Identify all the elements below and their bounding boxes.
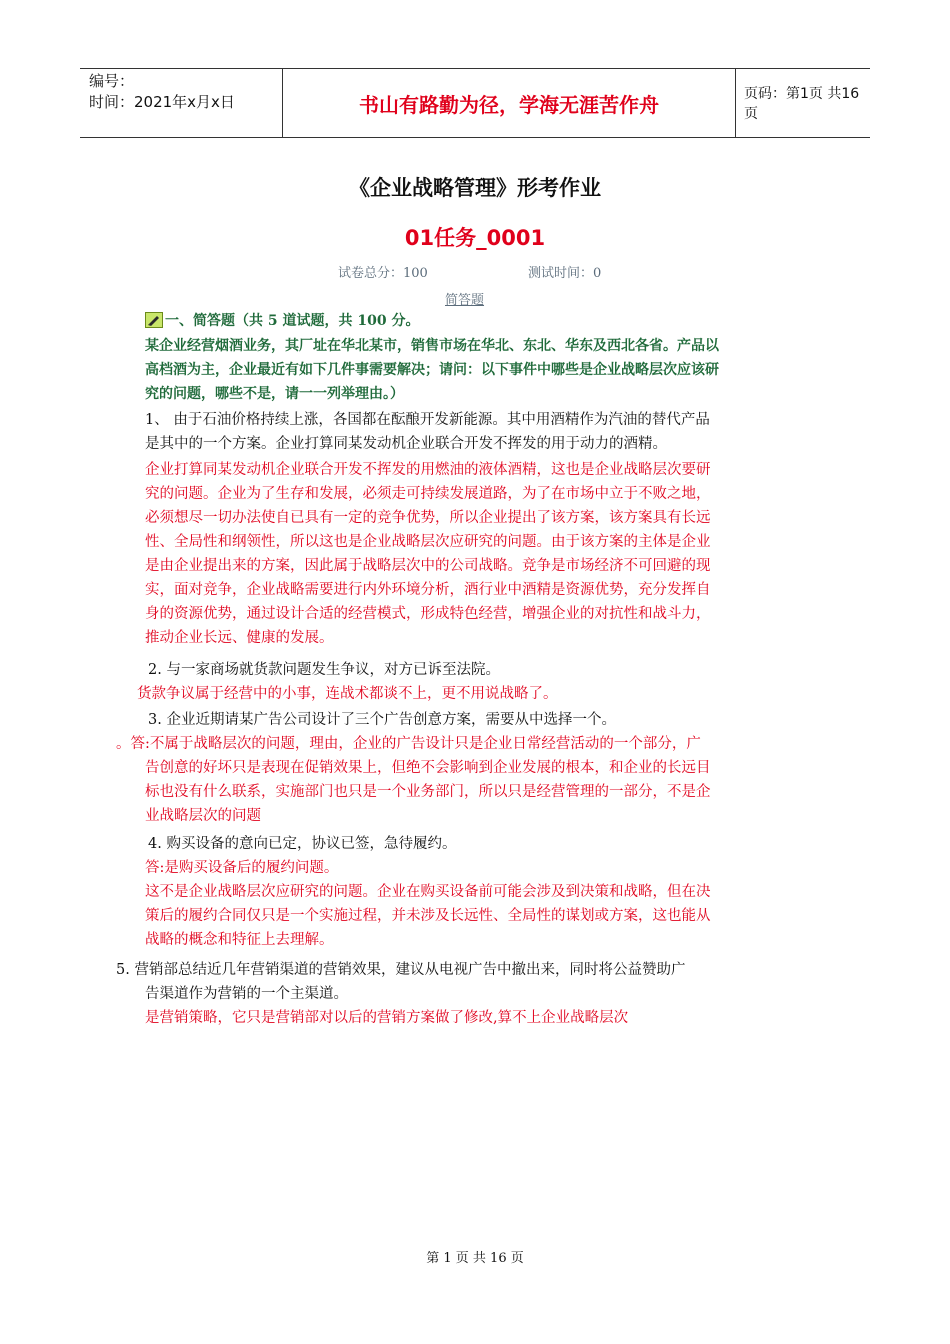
answer-line: 必须想尽一切办法使自已具有一定的竞争优势，所以企业提出了该方案，该方案具有长远 (145, 510, 711, 526)
total-score: 试卷总分：100 (338, 266, 428, 281)
header-info (89, 71, 279, 113)
answer-line: 性、全局性和纲领性，所以这也是企业战略层次应研究的问题。由于该方案的主体是企业 (145, 534, 711, 550)
answer-line: 标也没有什么联系，实施部门也只是一个业务部门，所以只是经营管理的一部分，不是企 (145, 784, 711, 800)
test-time: 测试时间：0 (528, 266, 602, 281)
intro-line: 高档酒为主，企业最近有如下几件事需要解决；请问：以下事件中哪些是企业战略层次应该研 (145, 362, 719, 378)
page-header (80, 68, 870, 138)
question-4: 4. 购买设备的意向已定，协议已签，急待履约。 (148, 836, 457, 852)
answer-line: 是由企业提出来的方案，因此属于战略层次中的公司战略。竞争是市场经济不可回避的现 (145, 558, 711, 574)
pen-edit-icon (145, 312, 163, 328)
question-2: 2. 与一家商场就货款问题发生争议，对方已诉至法院。 (148, 662, 500, 678)
question-line: 5. 营销部总结近几年营销渠道的营销效果，建议从电视广告中撤出来，同时将公益赞助广 (116, 962, 686, 978)
question-1 (145, 408, 710, 456)
answer-3 (116, 732, 711, 828)
answer-1 (145, 458, 711, 650)
answer-line: 。答:不属于战略层次的问题，理由，企业的广告设计只是企业日常经营活动的一个部分，广 (116, 736, 701, 752)
intro-line: 某企业经营烟酒业务，其厂址在华北某市，销售市场在华北、东北、华东及西北各省。产品以 (145, 338, 719, 354)
answer-line: 企业打算同某发动机企业联合开发不挥发的用燃油的液体酒精，这也是企业战略层次要研 (145, 462, 711, 478)
document-title: 《企业战略管理》形考作业 (349, 176, 601, 200)
answer-line: 推动企业长远、健康的发展。 (145, 630, 334, 646)
header-number: 编号： (89, 72, 135, 90)
page-footer: 第 1 页 共 16 页 (426, 1251, 524, 1266)
answer-line: 身的资源优势，通过设计合适的经营模式，形成特色经营，增强企业的对抗性和战斗力， (145, 606, 711, 622)
answer-line: 究的问题。企业为了生存和发展，必须走可持续发展道路，为了在市场中立于不败之地， (145, 486, 711, 502)
intro-text (145, 334, 719, 406)
question-section-label: 一、简答题（共 5 道试题，共 100 分。 (165, 313, 420, 329)
answer-line: 这不是企业战略层次应研究的问题。企业在购买设备前可能会涉及到决策和战略，但在决 (145, 884, 711, 900)
intro-line: 究的问题，哪些不是，请一一列举理由。） (145, 386, 404, 402)
answer-5: 是营销策略，它只是营销部对以后的营销方案做了修改,算不上企业战略层次 (145, 1010, 629, 1026)
answer-line: 策后的履约合同仅只是一个实施过程，并未涉及长远性、全局性的谋划或方案，这也能从 (145, 908, 711, 924)
answer-line: 实，面对竞争，企业战略需要进行内外环境分析，酒行业中酒精是资源优势，充分发挥自 (145, 582, 711, 598)
answer-line: 业战略层次的问题 (145, 808, 261, 824)
question-line: 告渠道作为营销的一个主渠道。 (145, 986, 348, 1002)
question-line: 是其中的一个方案。企业打算同某发动机企业联合开发不挥发的用于动力的酒精。 (145, 436, 667, 452)
answer-line: 告创意的好坏只是表现在促销效果上，但绝不会影响到企业发展的根本，和企业的长远目 (145, 760, 711, 776)
answer-line: 战略的概念和特征上去理解。 (145, 932, 334, 948)
answer-2: 货款争议属于经营中的小事，连战术都谈不上，更不用说战略了。 (137, 686, 558, 702)
header-time: 时间：2021年x月x日 (89, 93, 235, 111)
question-line: 1、 由于石油价格持续上涨，各国都在酝酿开发新能源。其中用酒精作为汽油的替代产品 (145, 412, 710, 428)
answer-4 (145, 856, 711, 952)
section-link-short-answer[interactable]: 简答题 (445, 293, 485, 308)
header-page-info: 页码：第1页 共16页 (744, 86, 860, 122)
question-5 (116, 958, 685, 1006)
answer-line: 答:是购买设备后的履约问题。 (145, 860, 339, 876)
document-subtitle: 01任务_0001 (404, 226, 546, 250)
question-section-header (145, 310, 419, 330)
question-3: 3. 企业近期请某广告公司设计了三个广告创意方案，需要从中选择一个。 (148, 712, 616, 728)
header-motto: 书山有路勤为径，学海无涯苦作舟 (282, 69, 736, 137)
